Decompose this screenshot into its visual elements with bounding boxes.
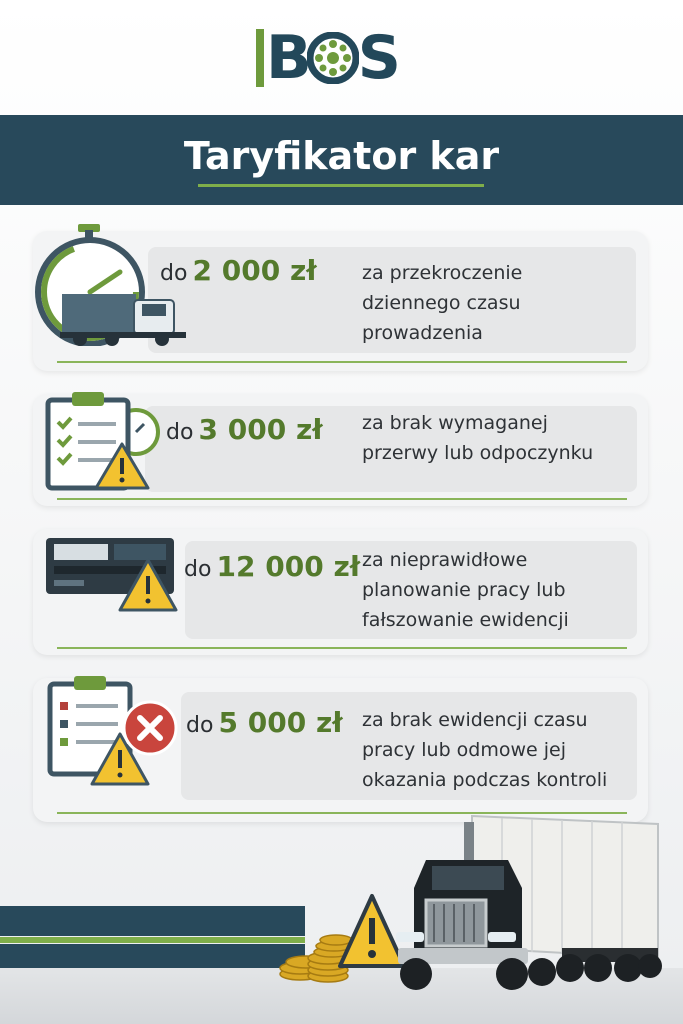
amount-prefix: do (166, 420, 194, 445)
logo-letter-b: B (266, 23, 308, 93)
wheel-icon (307, 32, 359, 84)
title-underline (198, 184, 484, 187)
footer-band (0, 906, 305, 936)
logo-accent-bar (256, 29, 264, 87)
penalty-description-2: za brak wymaganej przerwy lub odpoczynku (362, 412, 594, 464)
clipboard-clock-warning-icon (44, 388, 166, 492)
penalty-amount-2 (166, 413, 323, 446)
amount-prefix: do (160, 261, 188, 286)
penalty-amount-4 (186, 706, 343, 739)
coins-warning-icon (276, 890, 406, 986)
amount-value: 3 000 zł (198, 413, 323, 446)
penalty-description-1: za przekroczenie dziennego czasu prowadzenia (362, 262, 523, 344)
amount-prefix: do (184, 557, 212, 582)
logo-letter-s: S (357, 23, 397, 93)
brand-logo (256, 23, 432, 93)
footer-accent-line (0, 937, 305, 943)
penalty-description-3: za nieprawidłowe planowanie pracy lub fałszowanie ewidencji (362, 549, 569, 631)
penalty-amount-3 (184, 550, 360, 583)
page-title: Taryfikator kar (183, 134, 500, 178)
clipboard-cross-warning-icon (46, 672, 180, 788)
amount-value: 2 000 zł (192, 254, 317, 287)
amount-value: 5 000 zł (218, 706, 343, 739)
penalty-amount-1 (160, 254, 317, 287)
amount-prefix: do (186, 713, 214, 738)
semi-truck-illustration (392, 808, 664, 996)
penalty-description-4: za brak ewidencji czasu pracy lub odmowe jej okazania podczas kontroli (362, 709, 608, 791)
footer-band-lower (0, 944, 305, 968)
amount-value: 12 000 zł (216, 550, 361, 583)
tachograph-warning-icon (44, 534, 180, 614)
